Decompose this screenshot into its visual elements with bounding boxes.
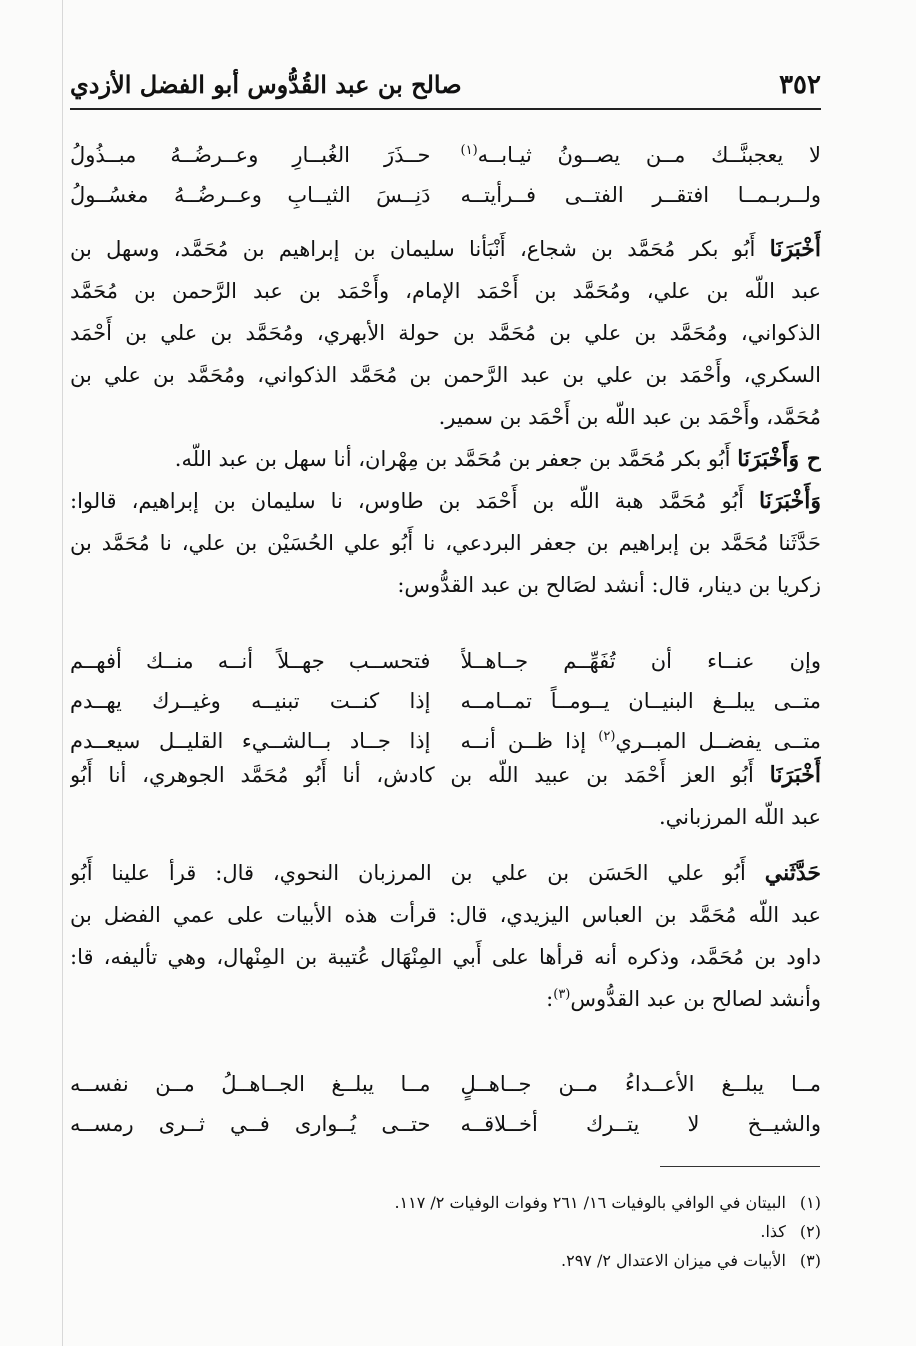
hemistich-left: مــا يبلــغ الجــاهــلُ مــن نفســه bbox=[70, 1072, 431, 1096]
footnote bbox=[70, 1217, 821, 1246]
hemistich-left: إذا جــاد بــالشــيء القليــل سيعــدم bbox=[70, 729, 431, 753]
page-header bbox=[70, 64, 821, 110]
page-number: ٣٥٢ bbox=[779, 70, 821, 100]
footnote-number: (١) bbox=[799, 1193, 821, 1212]
footnote-number: (٢) bbox=[799, 1222, 821, 1241]
footnote-text: الأبيات في ميزان الاعتدال ٢/ ٢٩٧. bbox=[561, 1251, 786, 1270]
footnote bbox=[70, 1188, 821, 1217]
gutter-line bbox=[62, 0, 63, 1346]
prose-block-2 bbox=[70, 754, 821, 1020]
text-line: ح وَأَخْبَرَنَا أَبُو بكر مُحَمَّد بن جعفر بن مُحَمَّد بن مِهْران، أنا سهل بن عبد اللّه. bbox=[174, 446, 821, 472]
isnad-lead: وَأَخْبَرَنَا bbox=[759, 488, 821, 514]
hemistich-right: لا يعجبنَّــك مــن يصــونُ ثيـابــه$^{(١)}$ bbox=[460, 143, 821, 167]
text-line: عبد اللّه بن علي، ومُحَمَّد بن أَحْمَد الإمام، وأَحْمَد بن عبد الرَّحمن بن مُحَمَّد bbox=[70, 279, 821, 303]
hemistich-right: والشيــخ لا يتــرك أخــلاقــه bbox=[460, 1112, 821, 1136]
isnad-lead: أَخْبَرَنَا bbox=[769, 236, 821, 262]
text-line: أَخْبَرَنَا أَبُو بكر مُحَمَّد بن شجاع، أَنْبَأنا سليمان بن إبراهيم بن مُحَمَّد، وسهل بن bbox=[70, 236, 821, 262]
footnote-marker: (٢) bbox=[598, 729, 616, 744]
text-line: زكريا بن دينار، قال: أنشد لصَالح بن عبد القدُّوس: bbox=[397, 573, 821, 597]
hemistich-right: وإن عنــاء أن تُفَهِّــم جــاهــلاً bbox=[460, 649, 821, 673]
running-title: صالح بن عبد القُدُّوس أبو الفضل الأزدي bbox=[70, 70, 462, 99]
footnotes bbox=[70, 1188, 821, 1275]
footnote-text: البيتان في الوافي بالوفيات ١٦/ ٢٦١ وفوات الوفيات ٢/ ١١٧. bbox=[394, 1193, 786, 1212]
text-line: الذكواني، ومُحَمَّد بن علي بن مُحَمَّد بن حولة الأبهري، ومُحَمَّد بن علي بن أَحْمَد bbox=[70, 321, 821, 345]
text-line: أَخْبَرَنَا أَبُو العز أَحْمَد بن عبيد اللّه بن كادش، أنا أَبُو مُحَمَّد الجوهري، أنا أَبُو bbox=[70, 762, 821, 788]
text-line: حَدَّثَني أَبُو علي الحَسَن بن علي بن المرزبان النحوي، قال: قرأ علينا أَبُو bbox=[70, 860, 821, 886]
text-line: وأنشد لصالح بن عبد القدُّوس$^{(٣)}$: bbox=[546, 987, 821, 1011]
verse-line bbox=[70, 641, 821, 681]
hemistich-left: إذا كنــت تبنيــه وغيــرك يهــدم bbox=[70, 689, 431, 713]
text-line: مُحَمَّد، وأَحْمَد بن عبد اللّه بن أَحْمَد بن سمير. bbox=[438, 405, 821, 429]
hemistich-right: متــى يبلــغ البنيــان يــومــاً تمــامــه bbox=[460, 689, 821, 713]
verse-line bbox=[70, 135, 821, 175]
isnad-lead: أَخْبَرَنَا bbox=[769, 762, 821, 788]
footnote-marker: (١) bbox=[460, 143, 478, 158]
text-line: داود بن مُحَمَّد، وذكره أنه قرأها على أَبي المِنْهَال عُتيبة بن المِنْهال، وهي تأليفه، قا: bbox=[70, 945, 821, 969]
hemistich-left: حــذَرَ الغُبــارِ وعــرضُــهُ مبــذُولُ bbox=[70, 143, 431, 167]
hemistich-left: حتــى يُــوارى فــي ثــرى رمســه bbox=[70, 1112, 431, 1136]
text-line: عبد اللّه مُحَمَّد بن العباس اليزيدي، قال: قرأت هذه الأبيات على عمي الفضل بن bbox=[70, 903, 821, 927]
footnote-marker: (٣) bbox=[553, 987, 571, 1002]
isnad-lead: ح وَأَخْبَرَنَا bbox=[737, 446, 821, 472]
poem-block-1 bbox=[70, 135, 821, 215]
footnote-text: كذا. bbox=[760, 1222, 786, 1241]
text-line: حَدَّثَنا مُحَمَّد بن إبراهيم بن جعفر البردعي، نا أَبُو علي الحُسَيْن بن علي، نا مُحَمَّد بن bbox=[70, 531, 821, 555]
text-line: عبد اللّه المرزباني. bbox=[658, 805, 821, 829]
footnote-number: (٣) bbox=[799, 1251, 821, 1270]
hemistich-right: مــا يبلــغ الأعــداءُ مــن جــاهــلٍ bbox=[460, 1072, 821, 1096]
poem-block-2 bbox=[70, 641, 821, 761]
hemistich-right: ولــربـمــا افتقــر الفتــى فــرأيتــه bbox=[460, 183, 821, 207]
verse-line bbox=[70, 175, 821, 215]
verse-line bbox=[70, 681, 821, 721]
verse-line bbox=[70, 1104, 821, 1144]
hemistich-left: فتحســب جهــلاً أنــه منــك أفهــم bbox=[70, 649, 431, 673]
hemistich-left: دَنِــسَ الثيــابِ وعــرضُــهُ مغسُــولُ bbox=[70, 183, 431, 207]
footnote-separator bbox=[660, 1166, 820, 1167]
isnad-lead: حَدَّثَني bbox=[764, 860, 821, 886]
prose-block-1 bbox=[70, 228, 821, 606]
verse-line bbox=[70, 1064, 821, 1104]
footnote bbox=[70, 1246, 821, 1275]
text-line: وَأَخْبَرَنَا أَبُو مُحَمَّد هبة اللّه بن أَحْمَد بن طاوس، نا سليمان بن إبراهيم، قالوا: bbox=[70, 488, 821, 514]
hemistich-right: متــى يفضــل المبــري$^{(٢)}$ إذا ظــن أنــه bbox=[460, 729, 821, 753]
poem-block-3 bbox=[70, 1064, 821, 1144]
text-line: السكري، وأَحْمَد بن علي بن عبد الرَّحمن بن مُحَمَّد الذكواني، ومُحَمَّد بن علي بن bbox=[70, 363, 821, 387]
